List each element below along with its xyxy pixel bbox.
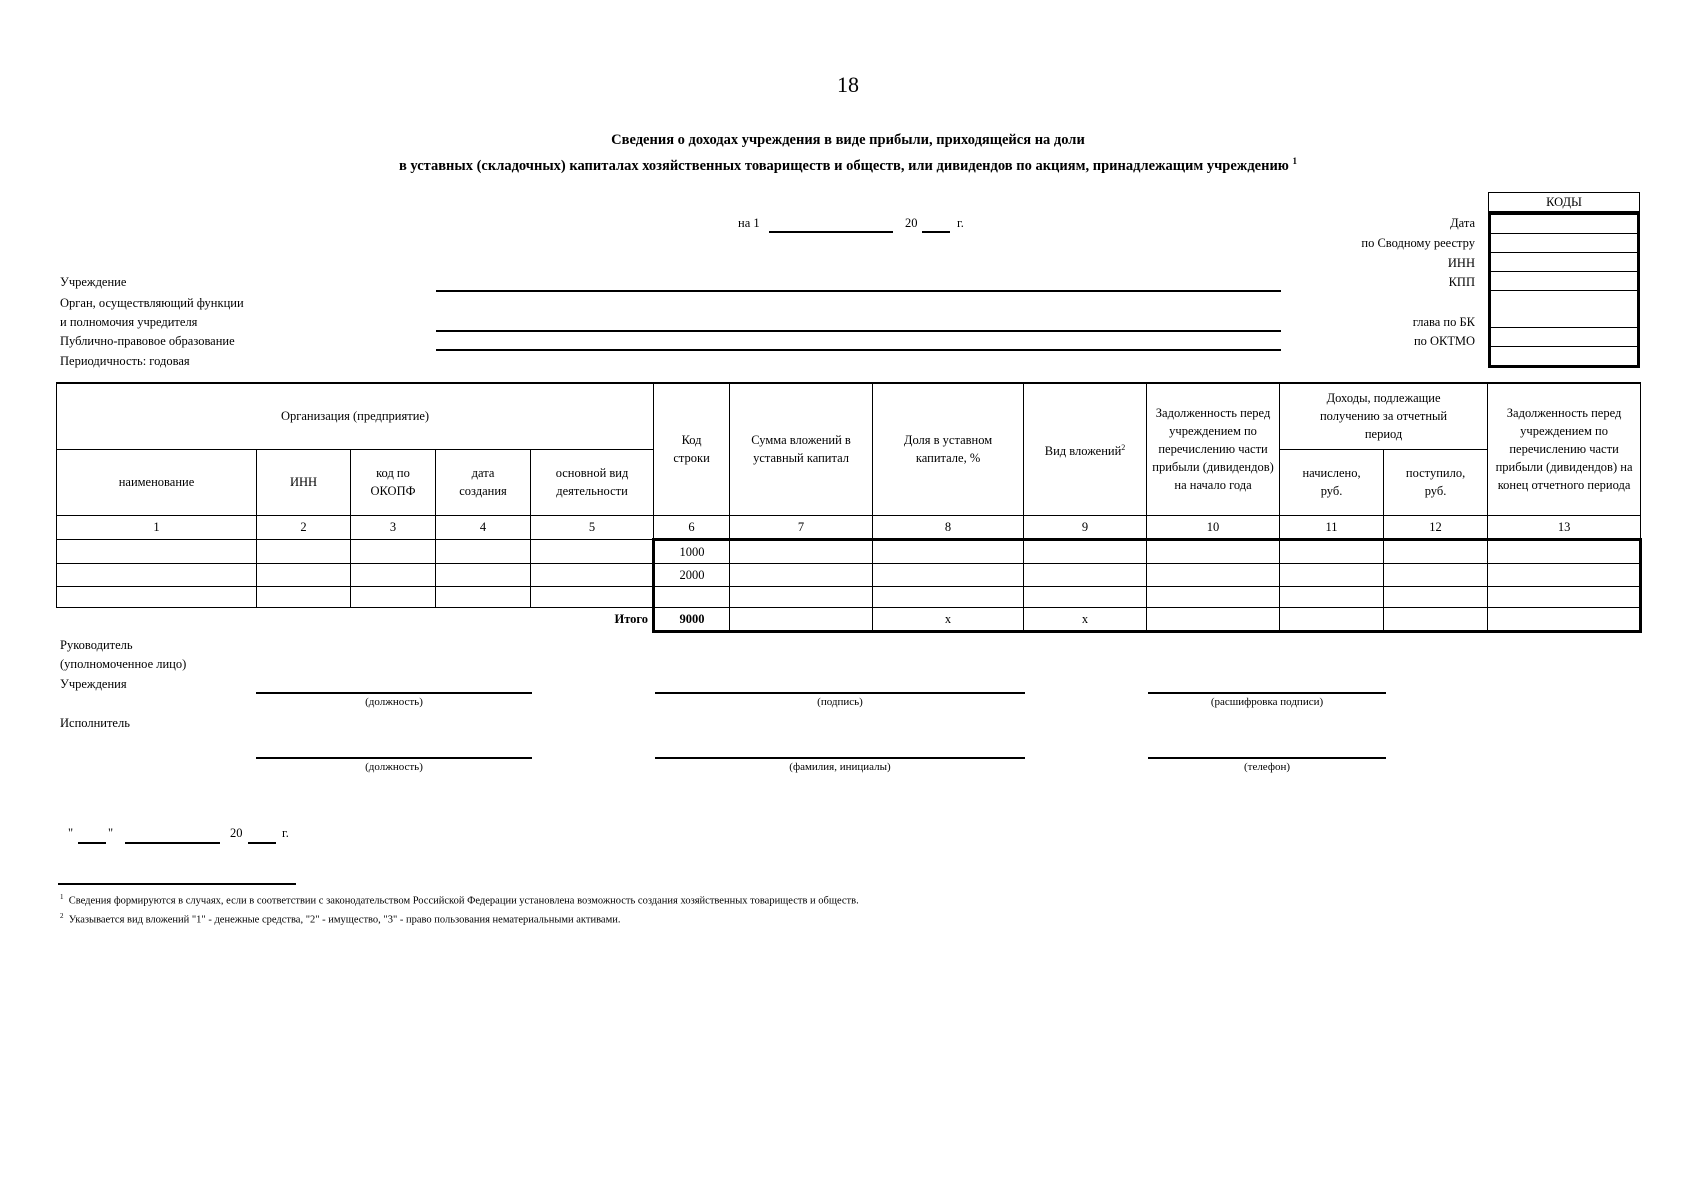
institution-field[interactable] — [436, 290, 1281, 292]
label-founder-2: и полномочия учредителя — [60, 315, 198, 329]
cell[interactable] — [531, 539, 654, 563]
total-received[interactable] — [1384, 607, 1488, 631]
footnote-1-mark: 1 — [60, 893, 64, 901]
report-title-line2-text: в уставных (складочных) капиталах хозяйственных товариществ и обществ, или дивидендов по акциям, принадлежащим учреждению — [398, 157, 1289, 174]
date-year-field[interactable] — [922, 231, 950, 233]
cell[interactable] — [1488, 563, 1641, 586]
header-investment-type — [1024, 383, 1147, 515]
row-code: 1000 — [654, 539, 730, 563]
cell[interactable] — [1280, 586, 1384, 607]
total-label — [57, 607, 654, 631]
header-debt-start: Задолженность перед учреждением по перечислению части прибыли (дивидендов) на начало года — [1147, 383, 1280, 515]
label-periodicity: Периодичность: годовая — [60, 354, 190, 368]
header-investment-type-text: Вид вложений — [1044, 443, 1122, 458]
col-number: 9 — [1024, 515, 1147, 539]
cell[interactable] — [1024, 586, 1147, 607]
codes-table — [1488, 212, 1640, 368]
municipality-field[interactable] — [436, 349, 1281, 351]
cell[interactable] — [730, 563, 873, 586]
cell[interactable] — [531, 563, 654, 586]
founder-field[interactable] — [436, 330, 1281, 332]
head-signature-field[interactable] — [655, 692, 1025, 694]
cell[interactable] — [351, 539, 436, 563]
footnote-mark: 1 — [1292, 156, 1298, 166]
col-number: 10 — [1147, 515, 1280, 539]
cell[interactable] — [730, 539, 873, 563]
date-year-prefix: 20 — [905, 216, 918, 230]
footer-year-prefix: 20 — [230, 826, 243, 840]
date-prefix: на 1 — [738, 216, 760, 230]
cell[interactable] — [730, 586, 873, 607]
cell[interactable] — [257, 586, 351, 607]
cell[interactable] — [257, 563, 351, 586]
caption-position-2: (должность) — [365, 761, 423, 773]
cell[interactable] — [436, 586, 531, 607]
header-created: дата создания — [436, 449, 531, 515]
cell[interactable] — [1488, 586, 1641, 607]
header-inn: ИНН — [257, 449, 351, 515]
cell[interactable] — [257, 539, 351, 563]
cell[interactable] — [1147, 586, 1280, 607]
table-row — [57, 586, 1641, 607]
total-debt-end[interactable] — [1488, 607, 1641, 631]
executor-phone-field[interactable] — [1148, 757, 1386, 759]
label-founder-1: Орган, осуществляющий функции — [60, 296, 244, 310]
footnote-1 — [60, 893, 859, 907]
code-kpp[interactable] — [1490, 272, 1639, 291]
caption-position: (должность) — [365, 696, 423, 708]
code-registry[interactable] — [1490, 234, 1639, 253]
total-accrued[interactable] — [1280, 607, 1384, 631]
codes-box — [1488, 192, 1640, 368]
header-organization: Организация (предприятие) — [57, 383, 654, 449]
label-head-2: (уполномоченное лицо) — [60, 657, 187, 671]
codes-label-registry: по Сводному реестру — [1361, 236, 1475, 250]
footer-quote-open: " — [68, 826, 74, 840]
header-name: наименование — [57, 449, 257, 515]
col-number: 11 — [1280, 515, 1384, 539]
footer-year-field[interactable] — [248, 842, 276, 844]
executor-position-field[interactable] — [256, 757, 532, 759]
footnote-separator — [58, 883, 296, 885]
footer-suffix: г. — [282, 826, 289, 840]
codes-label-date: Дата — [1450, 216, 1475, 230]
cell[interactable] — [351, 586, 436, 607]
cell[interactable] — [873, 539, 1024, 563]
table-row — [57, 563, 1641, 586]
col-number: 2 — [257, 515, 351, 539]
cell[interactable] — [531, 586, 654, 607]
codes-label-inn: ИНН — [1447, 256, 1475, 270]
label-head-1: Руководитель — [60, 638, 133, 652]
header-income: Доходы, подлежащие получению за отчетный период — [1280, 383, 1488, 449]
cell[interactable] — [1024, 539, 1147, 563]
footer-quote-close: " — [108, 826, 114, 840]
cell[interactable] — [436, 563, 531, 586]
income-table — [56, 382, 1642, 633]
row-code — [654, 586, 730, 607]
total-row — [57, 607, 1641, 631]
header-received: поступило, руб. — [1384, 449, 1488, 515]
header-accrued: начислено, руб. — [1280, 449, 1384, 515]
col-number: 6 — [654, 515, 730, 539]
code-budget-chapter[interactable] — [1490, 291, 1639, 328]
cell[interactable] — [57, 539, 257, 563]
head-position-field[interactable] — [256, 692, 532, 694]
total-investment[interactable] — [730, 607, 873, 631]
total-share: x — [873, 607, 1024, 631]
codes-label-budget-chapter: глава по БК — [1412, 315, 1475, 329]
date-month-field[interactable] — [769, 231, 893, 233]
footer-day-field[interactable] — [78, 842, 106, 844]
cell[interactable] — [57, 563, 257, 586]
date-suffix: г. — [957, 216, 964, 230]
codes-label-oktmo: по ОКТМО — [1413, 334, 1475, 348]
caption-phone: (телефон) — [1243, 761, 1291, 773]
report-title-line1: Сведения о доходах учреждения в виде прибыли, приходящейся на доли — [611, 132, 1085, 148]
cell[interactable] — [1147, 563, 1280, 586]
label-municipality: Публично-правовое образование — [60, 334, 235, 348]
col-number: 3 — [351, 515, 436, 539]
header-okopf: код по ОКОПФ — [351, 449, 436, 515]
footer-month-field[interactable] — [125, 842, 220, 844]
report-title-line2 — [0, 156, 1696, 175]
label-institution: Учреждение — [60, 275, 127, 289]
header-investment: Сумма вложений в уставный капитал — [730, 383, 873, 515]
footnote-mark-2: 2 — [1121, 442, 1126, 452]
code-periodicity[interactable] — [1490, 347, 1639, 367]
header-share: Доля в уставном капитале, % — [873, 383, 1024, 515]
cell[interactable] — [873, 586, 1024, 607]
footnote-2-text: Указывается вид вложений "1" - денежные средства, "2" - имущество, "3" - право пользования нематериальными активами. — [68, 914, 621, 926]
cell[interactable] — [1280, 539, 1384, 563]
col-number: 1 — [57, 515, 257, 539]
code-inn[interactable] — [1490, 253, 1639, 272]
head-decode-field[interactable] — [1148, 692, 1386, 694]
page-number: 18 — [837, 72, 859, 97]
total-code: 9000 — [654, 607, 730, 631]
codes-label-kpp: КПП — [1448, 275, 1475, 289]
code-date[interactable] — [1490, 214, 1639, 234]
col-number: 13 — [1488, 515, 1641, 539]
cell[interactable] — [1488, 539, 1641, 563]
cell[interactable] — [57, 586, 257, 607]
code-oktmo[interactable] — [1490, 328, 1639, 347]
col-number: 5 — [531, 515, 654, 539]
header-activity: основной вид деятельности — [531, 449, 654, 515]
column-numbers-row — [57, 515, 1641, 539]
codes-header: КОДЫ — [1489, 193, 1640, 212]
cell[interactable] — [1384, 563, 1488, 586]
total-debt-start[interactable] — [1147, 607, 1280, 631]
header-row-code: Код строки — [654, 383, 730, 515]
col-number: 4 — [436, 515, 531, 539]
cell[interactable] — [351, 563, 436, 586]
caption-decode: (расшифровка подписи) — [1210, 696, 1324, 708]
cell[interactable] — [1384, 586, 1488, 607]
header-debt-end: Задолженность перед учреждением по перечислению части прибыли (дивидендов) на конец отчетного периода — [1488, 383, 1641, 515]
label-head-3: Учреждения — [60, 677, 127, 691]
cell[interactable] — [436, 539, 531, 563]
total-type: x — [1024, 607, 1147, 631]
caption-name: (фамилия, инициалы) — [789, 761, 891, 773]
cell[interactable] — [873, 563, 1024, 586]
col-number: 12 — [1384, 515, 1488, 539]
footnote-2 — [60, 912, 620, 926]
cell[interactable] — [1384, 539, 1488, 563]
cell[interactable] — [1147, 539, 1280, 563]
table-row — [57, 539, 1641, 563]
footnote-2-mark: 2 — [60, 912, 64, 920]
row-code: 2000 — [654, 563, 730, 586]
col-number: 7 — [730, 515, 873, 539]
caption-signature: (подпись) — [817, 696, 863, 708]
footnote-1-text: Сведения формируются в случаях, если в соответствии с законодательством Российской Федерации установлена возможность создания хозяйственных товариществ и обществ. — [68, 895, 859, 907]
cell[interactable] — [1024, 563, 1147, 586]
label-executor: Исполнитель — [60, 716, 130, 730]
col-number: 8 — [873, 515, 1024, 539]
executor-name-field[interactable] — [655, 757, 1025, 759]
cell[interactable] — [1280, 563, 1384, 586]
total-label-text: Итого — [614, 612, 649, 627]
